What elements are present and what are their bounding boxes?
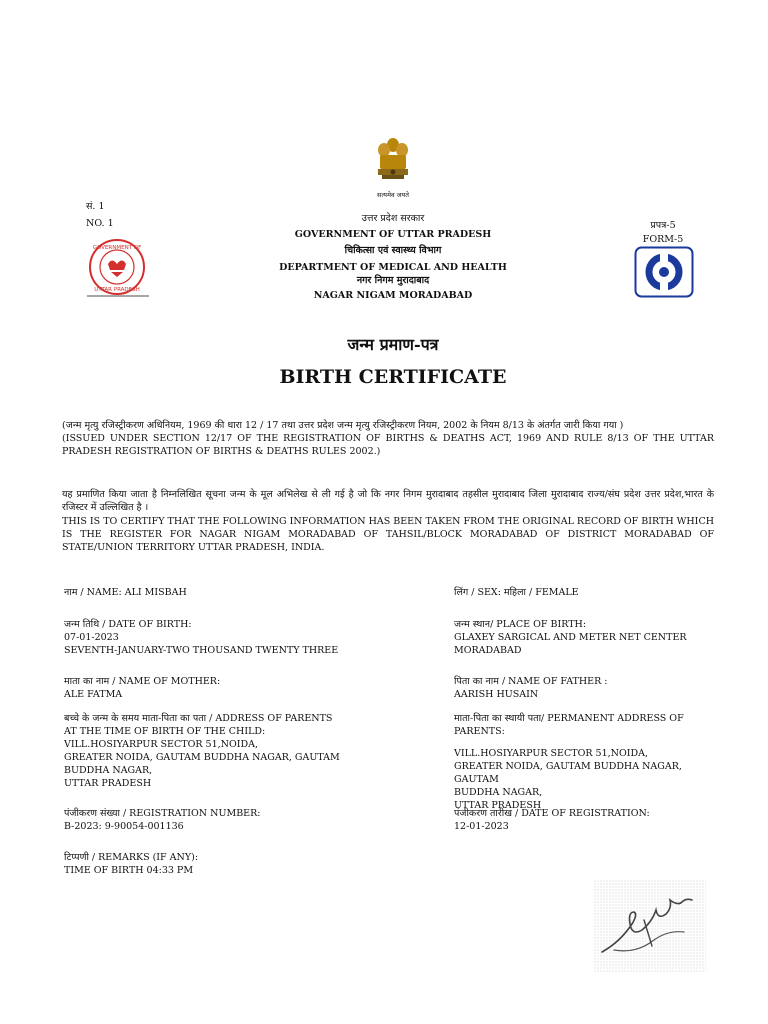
signature (594, 880, 706, 972)
title-hi: जन्म प्रमाण-पत्र (347, 335, 439, 354)
child-name: नाम / NAME: ALI MISBAH (64, 587, 187, 598)
government-en: GOVERNMENT OF UTTAR PRADESH (294, 229, 492, 240)
remarks-value: TIME OF BIRTH 04:33 PM (64, 865, 194, 876)
permanent-address-label: माता-पिता का स्थायी पता/ PERMANENT ADDRESS OF PARENTS: (454, 713, 684, 737)
up-government-seal (84, 238, 152, 298)
registration-date-value: 12-01-2023 (454, 821, 509, 832)
registration-number-label: पंजीकरण संख्या / REGISTRATION NUMBER: (64, 808, 261, 819)
issued-under-en: (ISSUED UNDER SECTION 12/17 OF THE REGISTRATION OF BIRTHS & DEATHS ACT, 1969 AND RULE 8/13 OF THE UTTAR PRADESH REGISTRATION OF BIRTHS & DEATHS RULES 2002.) (62, 433, 714, 457)
issued-under-hi: (जन्म मृत्यु रजिस्ट्रीकरण अधिनियम, 1969 की धारा 12 / 17 तथा उत्तर प्रदेश जन्म मृत्यु रजिस्ट्रीकरण नियम, 2002 के नियम 8/13 के अंतर्गत जारी किया गया ) (62, 420, 624, 431)
certify-hi: यह प्रमाणित किया जाता है निम्नलिखित सूचना जन्म के मूल अभिलेख से ली गई है जो कि नगर निगम मुरादाबाद तहसील मुरादाबाद जिला मुरादाबाद राज्य/संघ प्रदेश उत्तर प्रदेश,भारत के रजिस्टर में उल्लिखित है । (62, 489, 714, 513)
dob-words: SEVENTH-JANUARY-TWO THOUSAND TWENTY THREE (64, 645, 339, 656)
mother-name: ALE FATMA (64, 689, 123, 700)
pob-value: GLAXEY SARGICAL AND METER NET CENTER MORADABAD (454, 632, 687, 656)
emblem-motto: सत्यमेव जयते (377, 191, 409, 199)
title-en: BIRTH CERTIFICATE (279, 366, 507, 388)
dob-label: जन्म तिथि / DATE OF BIRTH: (64, 619, 192, 630)
address-at-birth-value: VILL.HOSIYARPUR SECTOR 51,NOIDA, GREATER NOIDA, GAUTAM BUDDHA NAGAR, GAUTAM BUDDHA NAGAR, UTTAR PRADESH (64, 739, 340, 789)
permanent-address-value: VILL.HOSIYARPUR SECTOR 51,NOIDA, GREATER NOIDA, GAUTAM BUDDHA NAGAR, GAUTAM BUDDHA NAGAR, UTTAR PRADESH (454, 748, 682, 811)
address-at-birth-label: बच्चे के जन्म के समय माता-पिता का पता / ADDRESS OF PARENTS AT THE TIME OF BIRTH OF THE CHILD: (64, 713, 333, 737)
seal-top-text: GOVERNMENT OF (92, 245, 142, 251)
form-number-en: FORM-5 (642, 234, 684, 245)
father-label: पिता का नाम / NAME OF FATHER : (454, 676, 608, 687)
nagar-nigam-en: NAGAR NIGAM MORADABAD (313, 290, 473, 301)
department-en: DEPARTMENT OF MEDICAL AND HEALTH (279, 262, 507, 273)
nagar-nigam-hi: नगर निगम मुरादाबाद (356, 275, 430, 286)
pob-label: जन्म स्थान/ PLACE OF BIRTH: (454, 619, 587, 630)
certify-en: THIS IS TO CERTIFY THAT THE FOLLOWING INFORMATION HAS BEEN TAKEN FROM THE ORIGINAL RECORD OF BIRTH WHICH IS THE REGISTER FOR NAGAR NIGAM MORADABAD OF TAHSIL/BLOCK MORADABAD OF DISTRICT MORADABAD OF STATE/UNION TERRITORY UTTAR PRADESH, INDIA. (62, 516, 714, 553)
sex: लिंग / SEX: महिला / FEMALE (454, 587, 579, 598)
registration-date-label: पंजीकरण तारीख / DATE OF REGISTRATION: (454, 808, 650, 819)
remarks-label: टिप्पणी / REMARKS (IF ANY): (64, 852, 199, 863)
mother-label: माता का नाम / NAME OF MOTHER: (64, 676, 221, 687)
seal-bottom-text: UTTAR PRADESH (94, 287, 140, 293)
department-hi: चिकित्सा एवं स्वास्थ्य विभाग (344, 245, 442, 256)
dob-value: 07-01-2023 (64, 632, 119, 643)
form-number-hi: प्रपत्र-5 (650, 220, 676, 231)
father-name: AARISH HUSAIN (454, 689, 539, 700)
crs-logo-icon (634, 246, 694, 298)
serial-number-en: NO. 1 (86, 218, 114, 229)
registration-number-value: B-2023: 9-90054-001136 (64, 821, 184, 832)
serial-number-hi: सं. 1 (86, 201, 105, 212)
national-emblem-icon (370, 136, 416, 192)
government-hi: उत्तर प्रदेश सरकार (361, 213, 425, 224)
